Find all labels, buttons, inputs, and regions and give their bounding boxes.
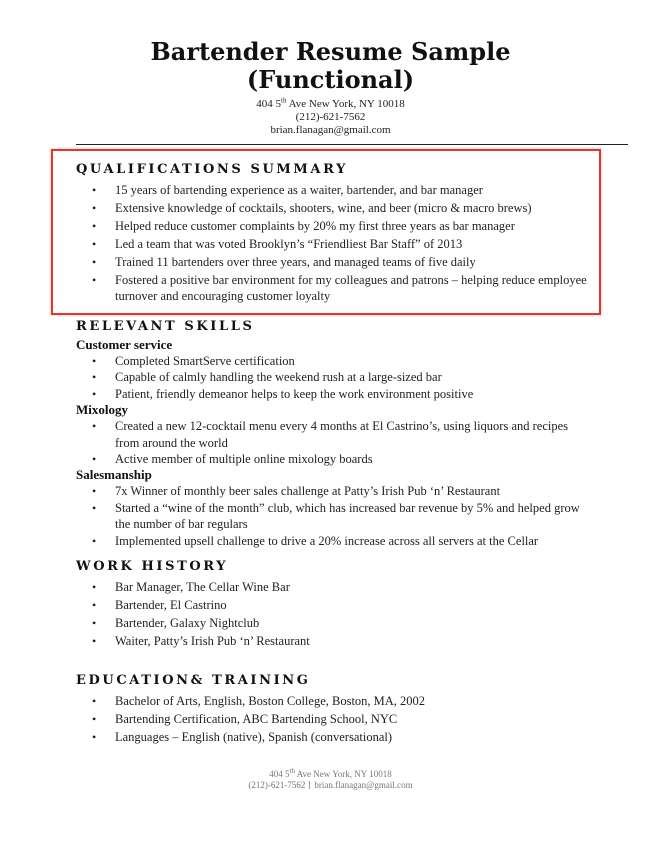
bullet-icon: •	[92, 633, 97, 648]
bullet-icon: •	[92, 254, 97, 269]
qualifications-list	[76, 182, 636, 304]
list-item: • Extensive knowledge of cocktails, shooters, wine, and beer (micro & macro brews)	[92, 200, 532, 215]
bullet-icon: •	[92, 533, 97, 548]
footer-separator	[309, 781, 310, 789]
skill-group-list	[76, 353, 636, 402]
list-item: • Active member of multiple online mixology boards	[92, 452, 373, 467]
bullet-icon: •	[92, 272, 97, 287]
skills-heading: RELEVANT SKILLS	[76, 319, 255, 334]
footer-contact	[0, 780, 661, 791]
list-item: • Bartending Certification, ABC Bartending School, NYC	[92, 711, 398, 726]
work-heading: WORK HISTORY	[76, 559, 229, 574]
bullet-icon: •	[92, 218, 97, 233]
list-item: • Waiter, Patty’s Irish Pub ‘n’ Restaurant	[92, 633, 310, 648]
bullet-icon: •	[92, 386, 97, 401]
bullet-icon: •	[92, 354, 97, 368]
resume-title-line2: (Functional)	[246, 65, 415, 94]
bullet-icon: •	[92, 452, 97, 467]
bullet-icon: •	[92, 236, 97, 251]
list-item: • Helped reduce customer complaints by 20% my first three years as bar manager	[92, 218, 515, 233]
list-item: • Implemented upsell challenge to drive a 20% increase across all servers at the Cellar	[92, 533, 539, 548]
list-item: • Led a team that was voted Brooklyn’s “Friendliest Bar Staff” of 2013	[92, 236, 463, 251]
education-heading: EDUCATION& TRAINING	[76, 673, 311, 688]
list-item: • Fostered a positive bar environment for my colleagues and patrons – helping reduce employee turnover and encouraging customer loyalty	[92, 272, 587, 303]
skill-group-title: Customer service	[76, 337, 173, 352]
skill-group-list	[76, 418, 636, 467]
list-item: • Started a “wine of the month” club, which has increased bar revenue by 5% and helped grow the number of bar regulars	[92, 500, 580, 532]
list-item: • Bartender, Galaxy Nightclub	[92, 615, 260, 630]
bullet-icon: •	[92, 500, 97, 515]
bullet-icon: •	[92, 200, 97, 215]
bullet-icon: •	[92, 580, 97, 594]
qualifications-heading: QUALIFICATIONS SUMMARY	[76, 162, 348, 177]
list-item: • Bachelor of Arts, English, Boston College, Boston, MA, 2002	[92, 694, 426, 708]
footer-address: 404 5th Ave New York, NY 10018	[269, 767, 392, 779]
bullet-icon: •	[92, 615, 97, 630]
header-phone: (212)-621-7562	[295, 111, 366, 123]
skills-section	[76, 317, 636, 549]
header-divider	[76, 144, 628, 145]
bullet-icon: •	[92, 419, 97, 434]
skill-group-title: Mixology	[76, 402, 128, 418]
bullet-icon: •	[92, 484, 97, 499]
list-item: • Bar Manager, The Cellar Wine Bar	[92, 580, 290, 594]
resume-title-line1: Bartender Resume Sample	[150, 37, 511, 66]
bullet-icon: •	[92, 694, 97, 708]
bullet-icon: •	[92, 370, 97, 385]
footer-phone: (212)-621-7562	[248, 780, 306, 790]
bullet-icon: •	[92, 711, 97, 726]
list-item: • Created a new 12-cocktail menu every 4 months at El Castrino’s, using liquors and recipes from around the world	[92, 419, 569, 450]
bullet-icon: •	[92, 183, 97, 197]
list-item: • Capable of calmly handling the weekend rush at a large-sized bar	[92, 370, 442, 385]
education-section	[76, 671, 636, 745]
header-address: 404 5th Ave New York, NY 10018	[256, 96, 405, 110]
bullet-icon: •	[92, 597, 97, 612]
skill-group-title: Salesmanship	[76, 467, 152, 483]
list-item: • 15 years of bartending experience as a waiter, bartender, and bar manager	[92, 183, 483, 197]
bullet-icon: •	[92, 729, 97, 744]
list-item: • Trained 11 bartenders over three years, and managed teams of five daily	[92, 254, 476, 269]
list-item: • Patient, friendly demeanor helps to keep the work environment positive	[92, 386, 474, 401]
list-item: • Completed SmartServe certification	[92, 354, 295, 368]
work-list	[76, 579, 636, 649]
list-item: • 7x Winner of monthly beer sales challenge at Patty’s Irish Pub ‘n’ Restaurant	[92, 484, 501, 499]
work-section	[76, 557, 636, 649]
qualifications-section	[76, 160, 636, 304]
education-list	[76, 693, 636, 745]
footer-email: brian.flanagan@gmail.com	[314, 780, 413, 790]
list-item: • Bartender, El Castrino	[92, 597, 227, 612]
header-email: brian.flanagan@gmail.com	[270, 124, 391, 136]
list-item: • Languages – English (native), Spanish (conversational)	[92, 729, 393, 744]
skill-group-list	[76, 483, 636, 549]
